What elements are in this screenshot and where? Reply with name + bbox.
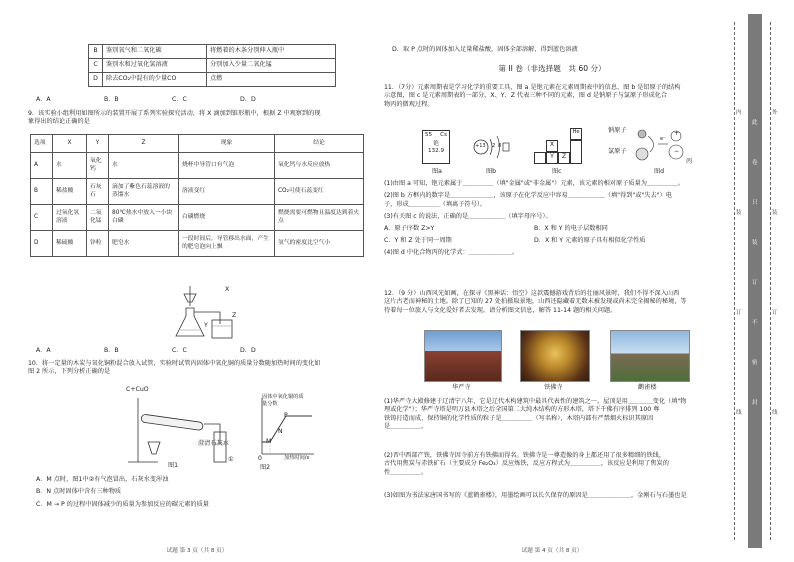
table-cell: 烧杯中导管口有气泡 [179,153,275,179]
table-cell: 燃烧需要可燃物且温度达到着火点 [275,205,364,231]
fig-a-caption: 图a [432,168,442,175]
fig2-point-p: P [284,412,288,419]
option-c: C．C [172,96,187,103]
fig-label-z: Z [232,312,237,319]
q11-part1: (1)由图 a 可知，铯元素属于＿＿＿＿＿（填"金属"或"非金属"）元素，该元素的相对原子质量为＿＿＿＿＿。 [384,180,685,187]
table-cell: 氧化钙 [87,153,109,179]
q11-choice-a: A．原子序数 Z>Y [384,225,435,233]
table-cell: 80℃热水中放入一小块白磷 [109,205,179,231]
fig-d-caption: 图d [654,168,665,175]
electron-label: e⁻ [660,136,666,142]
q11-fig-a-cell [422,130,450,164]
q12-part1 [384,398,720,431]
q12-text-line: 铁铸打造而成，保持铜的化学性质的粒子是＿＿＿＿＿（写名称），木塔内部有严禁烟火标识其原因 [384,414,654,422]
q11-choice-d: D．X 和 Y 元素的原子具有相似化学性质 [534,236,646,244]
margin-char: 只 [752,200,758,206]
q9-apparatus-diagram [168,284,252,344]
fig2-caption: 图2 [260,464,271,471]
table-cell: D [89,73,103,87]
element-name: 铯 [433,140,439,147]
q11-part2b: 子，形成＿＿＿＿＿（填离子符号）。 [384,200,487,208]
right-page [384,0,720,562]
option-a: A．A [36,347,51,354]
table-cell: 鉴别水和过氧化氢溶液 [103,59,207,73]
table-row [31,205,364,231]
q11-stem-line: 11．（7分）元素周期表是学习化学的重要工具，图 a 是铯元素在元素周期表中的信息，图 b 是铝原子的结构 [384,84,681,91]
cation-sign: + [674,130,680,137]
table-cell: 二氧化锰 [87,205,109,231]
table-cell: 稀硫酸 [53,231,87,257]
table-cell: D [31,231,53,257]
element-symbol: Cs [440,132,447,138]
cut-line [770,22,771,540]
q9-stem-line: 象得出的结论正确的是 [28,118,90,126]
left-page [28,0,366,562]
q10-stem [28,360,321,377]
table-header: 结论 [275,135,364,153]
table-row [89,73,336,87]
table-row [89,45,336,59]
q8-answer-options [36,96,256,104]
table-header: X [53,135,87,153]
option-d: D．D [240,96,256,103]
photo-caption: 铁佛寺 [544,384,563,391]
table-cell: 肥皂水 [109,231,179,257]
fig2-xlabel: 加热时间/s [284,455,310,461]
q11-choice-b: B．X 和 Y 的电子层数相同 [534,225,608,233]
chlorine-atom-label: 氯原子 [608,148,627,155]
table-cell: 锌粒 [87,231,109,257]
q11-part4: (4)图 d 中化合物丙的化学式：＿＿＿＿＿＿＿。 [384,249,519,257]
margin-char: 线 [736,410,742,416]
q12-stem-line: 这片古老而神秘的土地。除了已知的 27 处拍摄取景地，山西还隐藏着无数未被发现或尚未完全揭秘的秘境，等 [384,298,687,306]
q10-figure1-apparatus [118,392,248,466]
q12-text-line: 理或化学"）；华严寺塔是明万县木塔之后全国第二大纯木结构的方形木塔，塔下千佛有序排列 100 尊 [384,406,660,414]
cell-y: Y [546,152,558,164]
margin-char: 装 [736,210,742,216]
margin-char: 订 [752,280,758,286]
page-footer: 试题 第 4 页（共 8 页） [521,548,583,555]
option-b: B．B [104,347,119,354]
table-cell: 氧化钙与水反应放热 [275,153,364,179]
nucleus-charge: +13 [475,143,486,149]
fig-c-caption: 图c [552,168,562,175]
fig2-origin: 0 [258,455,262,462]
table-header: 现象 [179,135,275,153]
q9-stem [28,110,321,127]
margin-char: 订 [736,310,742,316]
option-b: B．B [104,96,119,103]
margin-char: 线 [772,410,778,416]
margin-char: 外 [772,110,778,116]
table-row [31,179,364,205]
photo-huayan-temple [424,330,502,382]
q10-choice-d: D．取 P 点时的固体加入足量稀盐酸，固体全部溶解，得到蓝色溶液 [392,46,578,53]
page-footer: 试题 第 3 页（共 8 页） [166,548,228,555]
margin-char: 不 [752,320,758,326]
choice-b: B．N 点时固体中含有三种物质 [36,488,122,496]
table-header-row [31,135,364,153]
q11-part2: (2)图 b 方框内的数字是＿＿＿＿＿＿＿，该原子在化学反应中容易＿＿＿＿＿＿（填"得到"或"失去"）电 [384,192,672,200]
binding-margin [724,0,794,562]
q9-stem-line: 9．该实验小组利用如图所示的装置开展了系列实验探究活动，将 X 滴加到锥形瓶中，根据 Z 中观察到的现 [28,110,321,117]
table-cell: C [89,59,103,73]
cell-empty [534,152,546,164]
fig2-ylabel: 固体中氧化铜的质量分数 [262,394,304,408]
table-cell: C [31,205,53,231]
q8-options-table [88,44,336,87]
fig1-water-label: 澄清石灰水 [198,440,229,447]
margin-char: 密 [752,360,758,366]
q9-table [30,134,364,257]
fig-label-x: X [225,286,230,293]
table-cell: 分别加入少量二氧化锰 [207,59,336,73]
table-cell: 将燃着的木条分别伸入瓶中 [207,45,336,59]
q12-text-line: 古代用焦炭与赤铁矿石（主要成分 Fe₂O₃）反应炼铁，反应方程式为＿＿＿＿＿，该反应是利用了焦炭的 [384,460,669,468]
shell-2: 8 [498,143,502,149]
q12-stem [384,290,720,315]
photo-caption: 鹳雀楼 [638,384,657,391]
fig1-top-label: C+CuO [126,386,149,393]
q12-text-line: 是＿＿＿＿＿。 [384,423,428,431]
fig-label-y: Y [204,322,208,329]
photo-caption: 华严寺 [452,384,471,391]
fig2-point-m: M [266,438,272,445]
photo-guanque-tower [610,330,690,382]
q12-part3 [384,492,720,500]
q10-stem-line: 图 2 所示，下列分析正确的是 [28,368,111,376]
atomic-number: 55 [425,132,433,138]
margin-char: 订 [772,310,778,316]
q11-fig-d-ion-diagram [630,124,693,168]
table-cell: 除去CO₂中混有的少量CO [103,73,207,87]
margin-char: 卷 [752,160,758,166]
table-header: Y [87,135,109,153]
cell-x: X [546,140,558,152]
table-cell: CO₂可使石蕊变红 [275,179,364,205]
table-cell: 水 [53,153,87,179]
q11-choice-c: C．Y 和 Z 处于同一周期 [384,236,452,244]
q12-text-line: (2)晋中西部产铁，铁佛寺因寺前方有铁佛而得名。铁佛寺是一尊造像的身上都还用了很多精细的铁线， [384,452,666,459]
q11-stem-line: 示意图，图 c 是元素周期表的一部分，X、Y、Z 代表三种不同的元素，图 d 是钠原子与氯原子形成化合 [384,92,668,100]
table-header: 选项 [31,135,53,153]
table-cell: 溶液变红 [179,179,275,205]
cell-z: Z [558,152,570,164]
atomic-mass: 132.9 [427,148,444,155]
anion-sign: − [674,148,680,155]
table-cell: 点燃 [207,73,336,87]
table-cell: B [89,45,103,59]
table-cell: 鉴别氧气和二氧化碳 [103,45,207,59]
table-cell: 一段时间后，导管移出水面，产生的肥皂泡向上飘 [179,231,275,257]
section-title: 第 II 卷（非选择题 共 60 分） [498,64,606,73]
product-label: 丙 [686,158,693,165]
margin-char: 装 [752,240,758,246]
table-row [31,231,364,257]
q11-part3: (3)有关图 c 的说法，正确的是＿＿＿＿＿＿（填字母序号）。 [384,213,552,221]
choice-c: C．M → P 的过程中固体减少的质量为参加反应的碳元素的质量 [36,500,209,508]
choice-a: A．M 点时，图1中②有气泡冒出，石灰水变浑浊 [36,476,169,483]
q12-stem-line: 待着每一位旅人与文化爱好者去发现。请分析图文信息，解答 11-14 题的相关问题。 [384,306,617,314]
option-a: A．A [36,96,51,103]
margin-char: 装 [772,210,778,216]
q10-choices [36,476,209,509]
fig-b-caption: 图b [486,168,497,175]
q11-subquestions [384,180,720,258]
q12-text-line: 性＿＿＿＿＿。 [384,468,428,476]
table-header: Z [109,135,179,153]
table-row [31,153,364,179]
table-cell: B [31,179,53,205]
q12-part2 [384,452,720,477]
q11-stem-line: 物丙的微观过程。 [384,100,434,108]
table-cell: 滴加了紫色石蕊溶液的蒸馏水 [109,179,179,205]
option-d: D．D [240,347,256,354]
q12-text-line: (1)华严寺大殿修建于辽清宁八年，它是辽代木构建筑中最具代表性的建筑之一。屋顶是用＿＿＿＿变化（填"物 [384,398,687,405]
q11-stem [384,84,681,109]
table-cell: 水 [109,153,179,179]
option-c: C．C [172,347,187,354]
table-cell: 白磷燃烧 [179,205,275,231]
margin-char: 此 [752,120,758,126]
table-cell: 稀盐酸 [53,179,87,205]
margin-char: 封 [752,400,758,406]
fig2-point-n: N [278,428,283,435]
cell-empty [570,140,582,164]
photo-tiefo-temple [520,330,590,382]
shell-1: 2 [492,143,496,149]
cut-line [734,22,735,540]
table-cell: 氢气的密度比空气小 [275,231,364,257]
table-cell: A [31,153,53,179]
q12-stem-line: 12．（9 分）山西风光如画，在探寻《黑神话：悟空》这款震撼游戏背后的壮丽风景时，我们不得不深入山西 [384,290,680,297]
q12-text-line: (3)如图为书法家唐国书写的《蓝鹤雀楼》，用墨绘画可以长久保存的原因是＿＿＿＿＿＿＿，金刚石与石墨也是 [384,492,687,499]
table-row [89,59,336,73]
cell-he: He [570,128,582,140]
q10-stem-line: 10．将一定量的木炭与氧化铜粉混合放入试管，实验时试管内固体中氧化铜的质量分数随加热时间的变化如 [28,360,321,367]
q11-fig-c-periodic-table [534,128,582,164]
table-cell: 过氧化氢溶液 [53,205,87,231]
q9-answer-options [36,347,256,355]
sodium-atom-label: 钠原子 [608,127,627,134]
fig1-mark: ① [228,456,234,463]
table-cell: 石灰石 [87,179,109,205]
fig1-caption: 图1 [168,462,179,469]
margin-char: 内 [736,110,742,116]
